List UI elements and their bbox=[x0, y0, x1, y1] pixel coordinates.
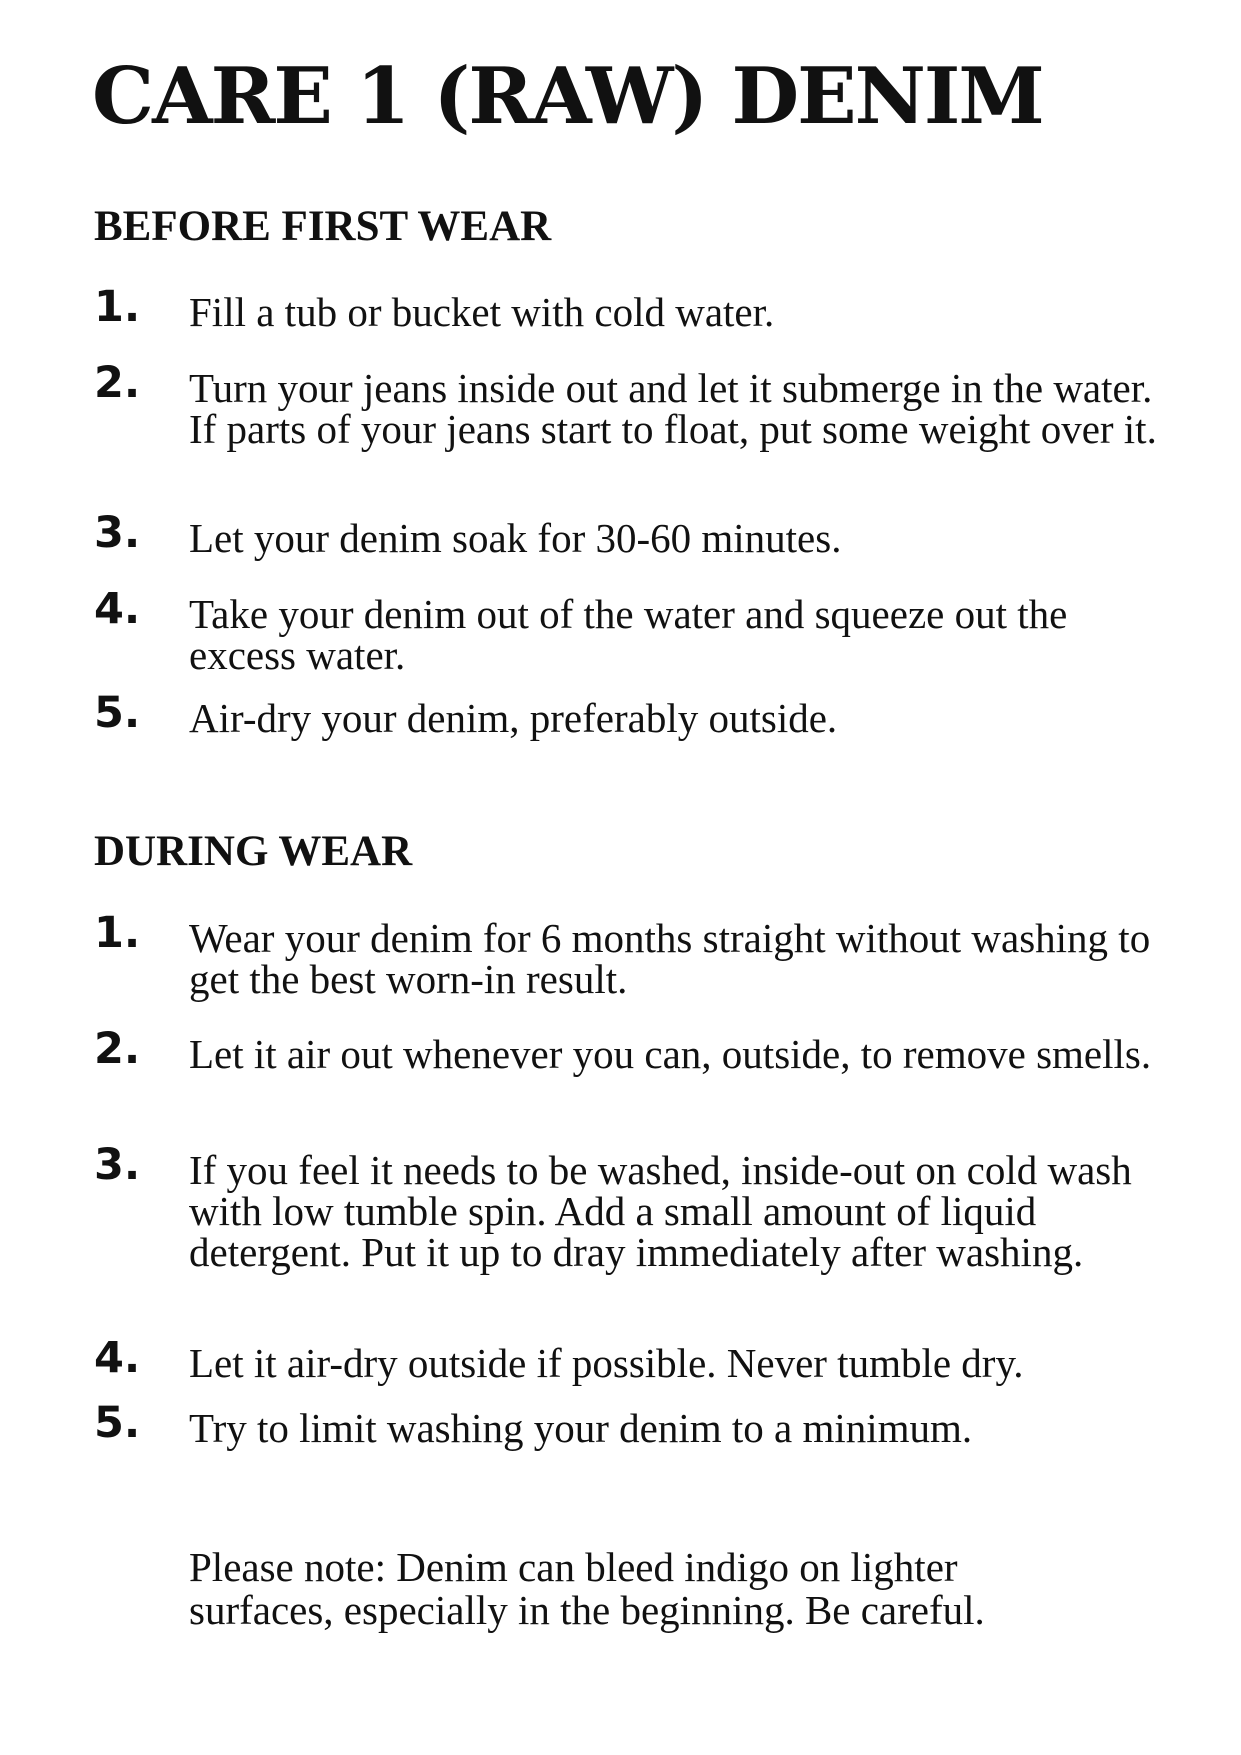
step-number: 3. bbox=[94, 1140, 141, 1190]
step-number: 2. bbox=[94, 358, 141, 408]
step-number: 4. bbox=[94, 1333, 141, 1383]
step-text: Let it air-dry outside if possible. Never tumble dry. bbox=[189, 1340, 1024, 1386]
step-text: Wear your denim for 6 months straight without washing to get the best worn-in result. bbox=[189, 915, 1151, 1002]
step-text: Turn your jeans inside out and let it submerge in the water. If parts of your jeans start to float, put some weight over it. bbox=[189, 365, 1157, 452]
step-text: Air-dry your denim, preferably outside. bbox=[189, 695, 838, 741]
section-heading-before-first-wear: BEFORE FIRST WEAR bbox=[94, 203, 552, 250]
step-text: Let your denim soak for 30-60 minutes. bbox=[189, 515, 842, 561]
step-number: 5. bbox=[94, 1398, 141, 1448]
step-number: 3. bbox=[94, 508, 141, 558]
step-text: Let it air out whenever you can, outside, to remove smells. bbox=[189, 1031, 1152, 1077]
step-text: Take your denim out of the water and squeeze out the excess water. bbox=[189, 591, 1068, 678]
page-title: CARE 1 (RAW) DENIM bbox=[92, 51, 1043, 142]
step-text: Fill a tub or bucket with cold water. bbox=[189, 289, 775, 335]
step-text: If you feel it needs to be washed, inside-out on cold wash with low tumble spin. Add a small amount of liquid detergent. Put it up to dray immediately after washing. bbox=[189, 1147, 1132, 1275]
step-number: 1. bbox=[94, 282, 141, 332]
section-heading-during-wear: DURING WEAR bbox=[94, 828, 413, 875]
step-number: 2. bbox=[94, 1024, 141, 1074]
step-number: 4. bbox=[94, 584, 141, 634]
step-number: 5. bbox=[94, 688, 141, 738]
step-text: Try to limit washing your denim to a minimum. bbox=[189, 1405, 973, 1451]
step-number: 1. bbox=[94, 908, 141, 958]
care-note: Please note: Denim can bleed indigo on lighter surfaces, especially in the beginning. Be careful. bbox=[189, 1544, 985, 1633]
